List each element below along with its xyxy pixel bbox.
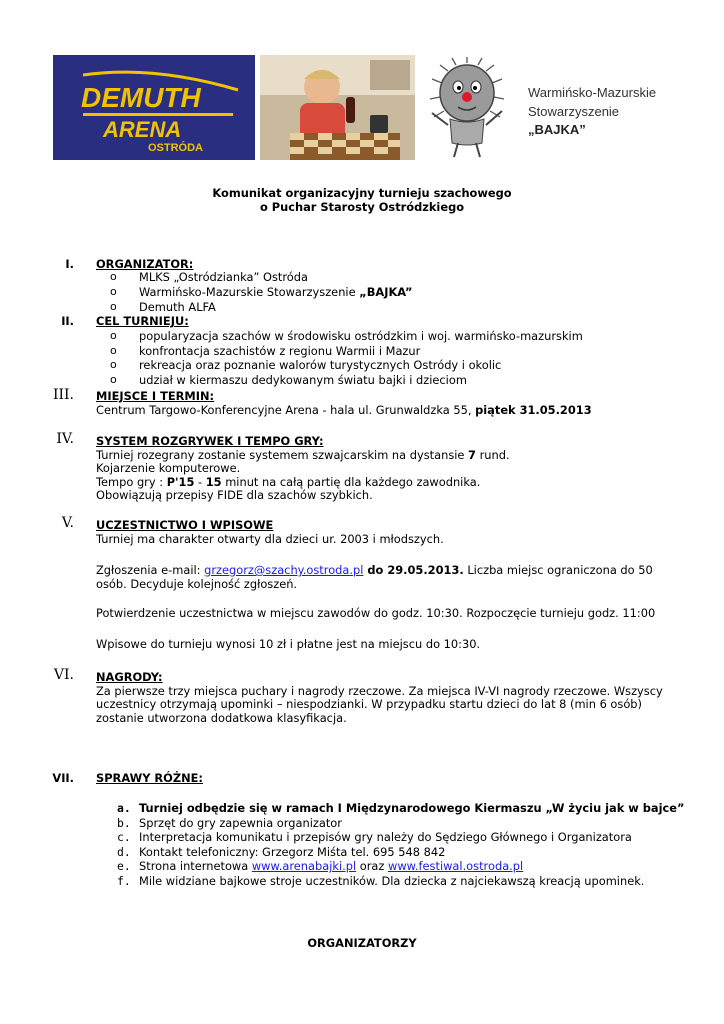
tournament-date: piątek 31.05.2013 xyxy=(475,403,592,417)
organizer-item-1: MLKS „Ostródzianka” Ostróda xyxy=(139,270,308,284)
confirmation-line: Potwierdzenie uczestnictwa w miejscu zawodów do godz. 10:30. Rozpoczęcie turnieju godz. 11:00 xyxy=(96,606,656,620)
section-3-number: III. xyxy=(52,387,74,403)
misc-item-b: Sprzęt do gry zapewnia organizator xyxy=(139,816,342,830)
tempo-value-1: P'15 xyxy=(166,475,195,489)
section-2-number: II. xyxy=(61,314,74,328)
misc-item-f: Mile widziane bajkowe stroje uczestników. Dla dziecka z najciekawszą kreacją upominek. xyxy=(139,874,645,888)
system-line-1 xyxy=(96,448,510,462)
bullet-marker: o xyxy=(110,285,117,298)
section-3-heading: MIEJSCE I TERMIN: xyxy=(96,389,215,403)
rules-line: Obowiązują przepisy FIDE dla szachów szybkich. xyxy=(96,488,373,502)
document-title-line-2: o Puchar Starosty Ostródzkiego xyxy=(259,200,465,214)
organizer-item-3: Demuth ALFA xyxy=(139,300,216,314)
bullet-marker: o xyxy=(110,300,117,313)
arenabajki-link[interactable]: www.arenabajki.pl xyxy=(251,859,357,873)
misc-item-a: Turniej odbędzie się w ramach I Międzynarodowego Kiermaszu „W życiu jak w bajce” xyxy=(139,801,685,815)
tempo-sep: - xyxy=(194,475,206,489)
list-marker-e: e. xyxy=(117,859,131,873)
fee-line: Wpisowe do turnieju wynosi 10 zł i płatne jest na miejscu do 10:30. xyxy=(96,637,481,651)
organizer-item-2-bold: „BAJKA” xyxy=(359,285,413,299)
registration-label: Zgłoszenia e-mail: xyxy=(96,563,205,577)
website-label: Strona internetowa xyxy=(139,859,252,873)
list-marker-a: a. xyxy=(117,801,131,815)
section-6-number: VI. xyxy=(53,667,74,683)
venue-text: Centrum Targowo-Konferencyjne Arena - hala ul. Grunwaldzka 55, xyxy=(96,403,476,417)
goal-item-2: konfrontacja szachistów z regionu Warmii i Mazur xyxy=(139,344,421,358)
association-line-2: Stowarzyszenie xyxy=(528,103,620,119)
misc-item-d: Kontakt telefoniczny: Grzegorz Miśta tel. 695 548 842 xyxy=(139,845,446,859)
logo-text-demuth: DEMUTH xyxy=(81,82,201,113)
section-2-heading: CEL TURNIEJU: xyxy=(96,314,189,328)
pairing-line: Kojarzenie komputerowe. xyxy=(96,461,241,475)
list-marker-f: f. xyxy=(117,874,131,888)
list-marker-d: d. xyxy=(117,845,131,859)
section-4-number: IV. xyxy=(56,431,74,447)
section-1-number: I. xyxy=(65,257,74,271)
tempo-desc: minut na całą partię dla każdego zawodnika. xyxy=(221,475,481,489)
goal-item-4: udział w kiermaszu dedykowanym światu bajki i dzieciom xyxy=(139,373,467,387)
association-name xyxy=(528,84,656,140)
section-5-heading: UCZESTNICTWO I WPISOWE xyxy=(96,518,274,532)
logo-text-arena: ARENA xyxy=(103,117,182,142)
bullet-marker: o xyxy=(110,270,117,283)
section-4-heading: SYSTEM ROZGRYWEK I TEMPO GRY: xyxy=(96,434,324,448)
misc-item-e xyxy=(139,859,523,873)
bullet-marker: o xyxy=(110,329,117,342)
participation-line: Turniej ma charakter otwarty dla dzieci ur. 2003 i młodszych. xyxy=(96,532,444,546)
demuth-arena-logo xyxy=(53,55,255,160)
rounds-count: 7 xyxy=(468,448,476,462)
chess-player-photo xyxy=(260,55,415,160)
prizes-line-1: Za pierwsze trzy miejsca puchary i nagrody rzeczowe. Za miejsca IV-VI nagrody rzeczowe. Wszyscy xyxy=(96,684,663,698)
tempo-line xyxy=(96,475,480,489)
goal-item-3: rekreacja oraz poznanie walorów turystycznych Ostródy i okolic xyxy=(139,358,502,372)
list-marker-b: b. xyxy=(117,816,131,830)
registration-limit: Liczba miejsc ograniczona do 50 xyxy=(463,563,653,577)
festiwal-link[interactable]: www.festiwal.ostroda.pl xyxy=(388,859,524,873)
prizes-line-2: uczestnicy otrzymają upominki – niespodzianki. W przypadku startu dzieci do lat 8 (min 6 osób) xyxy=(96,697,642,711)
logo-text-ostroda: OSTRÓDA xyxy=(148,142,203,154)
registration-email-link[interactable]: grzegorz@szachy.ostroda.pl xyxy=(204,563,364,577)
prizes-line-3: zostanie utworzona dodatkowa klasyfikacja. xyxy=(96,711,347,725)
system-text-end: rund. xyxy=(475,448,510,462)
list-marker-c: c. xyxy=(117,830,131,844)
bajka-mascot-image xyxy=(420,55,515,160)
section-7-heading: SPRAWY RÓŻNE: xyxy=(96,771,203,785)
bullet-marker: o xyxy=(110,373,117,386)
bullet-marker: o xyxy=(110,344,117,357)
bullet-marker: o xyxy=(110,358,117,371)
registration-line-2: osób. Decyduje kolejność zgłoszeń. xyxy=(96,577,298,591)
misc-item-c: Interpretacja komunikatu i przepisów gry należy do Sędziego Głównego i Organizatora xyxy=(139,830,632,844)
registration-deadline: do 29.05.2013. xyxy=(363,563,464,577)
goal-item-1: popularyzacja szachów w środowisku ostródzkim i woj. warmińsko-mazurskim xyxy=(139,329,583,343)
section-1-heading: ORGANIZATOR: xyxy=(96,257,194,271)
website-conjunction: oraz xyxy=(356,859,388,873)
organizers-footer: ORGANIZATORZY xyxy=(307,936,417,950)
association-line-1: Warmińsko-Mazurskie xyxy=(528,85,657,100)
section-5-number: V. xyxy=(61,515,74,531)
system-text: Turniej rozegrany zostanie systemem szwajcarskim na dystansie xyxy=(96,448,469,462)
tempo-value-2: 15 xyxy=(205,475,222,489)
section-7-number: VII. xyxy=(52,771,74,785)
section-6-heading: NAGRODY: xyxy=(96,670,163,684)
venue-date xyxy=(96,403,592,417)
tempo-label: Tempo gry : xyxy=(96,475,167,489)
association-line-3: „BAJKA” xyxy=(528,122,586,137)
organizer-item-2 xyxy=(139,285,413,299)
registration-line-1 xyxy=(96,563,653,577)
organizer-item-2-text: Warmińsko-Mazurskie Stowarzyszenie xyxy=(139,285,360,299)
document-title-line-1: Komunikat organizacyjny turnieju szachowego xyxy=(212,186,512,200)
